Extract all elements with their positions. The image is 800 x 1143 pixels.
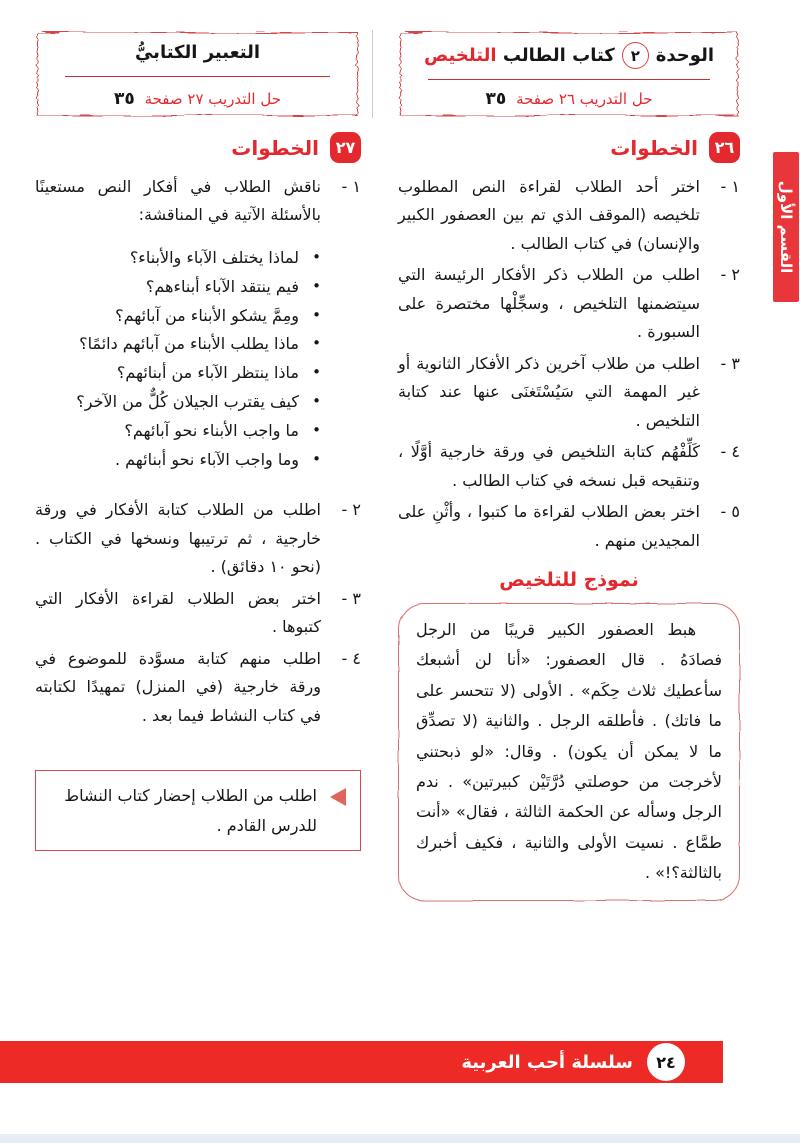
- step-item: ٣ - اختر بعض الطلاب لقراءة الأفكار التي كتبوها .: [35, 588, 361, 637]
- header-column-divider: [372, 30, 373, 118]
- exercise-page-number: ٣٥: [485, 89, 507, 109]
- exercise-page-number: ٣٥: [114, 89, 135, 109]
- step-item: ٤ - اطلب منهم كتابة مسوَّدة للموضوع في ورقة خارجية (في المنزل) تمهيدًا لكتابته في كتاب النشاط فيما بعد .: [35, 648, 361, 725]
- reminder-note: [35, 770, 361, 851]
- model-summary-title: نموذج للتلخيص: [499, 569, 639, 592]
- question-item: • وما واجب الآباء نحو أبنائهم .: [35, 446, 321, 475]
- section-number-badge: ٢٦: [709, 132, 740, 163]
- unit-number: ٢: [630, 46, 640, 65]
- question-item: • لماذا يختلف الآباء والأبناء؟: [35, 244, 321, 273]
- page-bottom-edge: [0, 1134, 800, 1143]
- series-title: سلسلة أحب العربية: [461, 1051, 633, 1073]
- question-item: • ومِمَّ يشكو الأبناء من آبائهم؟: [35, 302, 321, 331]
- lesson-title: التعبير الكتابيُّ: [134, 42, 261, 63]
- question-item: • ما واجب الأبناء نحو آبائهم؟: [35, 417, 321, 446]
- header-written-expression: [35, 30, 360, 118]
- question-item: • ماذا يطلب الأبناء من آبائهم دائمًا؟: [35, 330, 321, 359]
- section-26: [398, 132, 740, 901]
- topic-label: التلخيص: [424, 45, 497, 66]
- exercise-reference: حل التدريب ٢٦ صفحة: [516, 90, 653, 108]
- note-arrow-icon: [330, 788, 346, 806]
- summary-model-text: هبط العصفور الكبير قريبًا من الرجل فصادَهُ . قال العصفور: «أنا لن أشبعك سأعطيك ثلاث حِكَم» . الأولى (لا تتحسر على ما فاتك) . فأطلقه الرجل . والثانية (لا تصدِّق ما لا يمكن أن يكون) . وقال: «لو ذبحتني لأخرجت من حوصلتي دُرَّتَيْن كبيرتين» . ندم الرجل وسأله عن الحكمة الثالثة ، فقال» «أنت طمَّاع . نسيت الأولى والثانية ، فكيف أخبرك بالثالثة؟!» .: [416, 620, 722, 883]
- exercise-reference: حل التدريب ٢٧ صفحة: [144, 90, 281, 108]
- summary-model-box: [398, 603, 740, 901]
- step-item: ٢ - اطلب من الطلاب ذكر الأفكار الرئيسة التي سيتضمنها التلخيص ، وسجِّلْها مختصرة على السبورة .: [398, 265, 740, 342]
- question-item: • فيم ينتقد الآباء أبناءهم؟: [35, 273, 321, 302]
- header-student-book: [398, 30, 740, 118]
- section-number-badge: ٢٧: [330, 132, 361, 163]
- section-title: الخطوات: [231, 135, 319, 160]
- step-item: ١ - اختر أحد الطلاب لقراءة النص المطلوب تلخيصه (الموقف الذي تم بين العصفور الكبير والإنسان) في كتاب الطالب .: [398, 177, 740, 253]
- discussion-questions-list: [35, 244, 361, 474]
- question-item: • كيف يقترب الجيلان كُلٌّ من الآخر؟: [35, 388, 321, 417]
- step-item: ٢ - اطلب من الطلاب كتابة الأفكار في ورقة خارجية ، ثم ترتيبها ونسخها في الكتاب . (نحو ١٠ دقائق) .: [35, 500, 361, 577]
- unit-label: الوحدة: [655, 45, 714, 66]
- section-tab-label: القسم الأول: [777, 180, 795, 274]
- step-item: ٥ - اختر بعض الطلاب لقراءة ما كتبوا ، وأثْنِ على المجيدين منهم .: [398, 502, 740, 550]
- step-item: ١ - ناقش الطلاب في أفكار النص مستعينًا بالأسئلة الآتية في المناقشة:: [35, 177, 361, 225]
- page-number: ٢٤: [656, 1052, 676, 1072]
- header-separator: [428, 79, 710, 80]
- step-item: ٣ - اطلب من طلاب آخرين ذكر الأفكار الثانوية أو غير المهمة التي سَيُسْتَغنَى عنها عند كتابة التلخيص .: [398, 353, 740, 430]
- footer: [0, 1041, 723, 1083]
- page-number-badge: [647, 1043, 685, 1081]
- header-separator: [65, 76, 330, 77]
- section-title: الخطوات: [610, 135, 698, 160]
- question-item: • ماذا ينتظر الآباء من أبنائهم؟: [35, 359, 321, 388]
- step-item: ٤ - كَلِّفْهُم كتابة التلخيص في ورقة خارجية أوَّلًا ، وتنقيحه قبل نسخه في كتاب الطالب .: [398, 442, 740, 490]
- section-27: [35, 132, 361, 851]
- book-label: كتاب الطالب: [502, 45, 615, 66]
- section-tab: [773, 152, 799, 302]
- unit-number-badge: [622, 42, 649, 69]
- note-text: اطلب من الطلاب إحضار كتاب النشاط للدرس القادم .: [64, 786, 317, 835]
